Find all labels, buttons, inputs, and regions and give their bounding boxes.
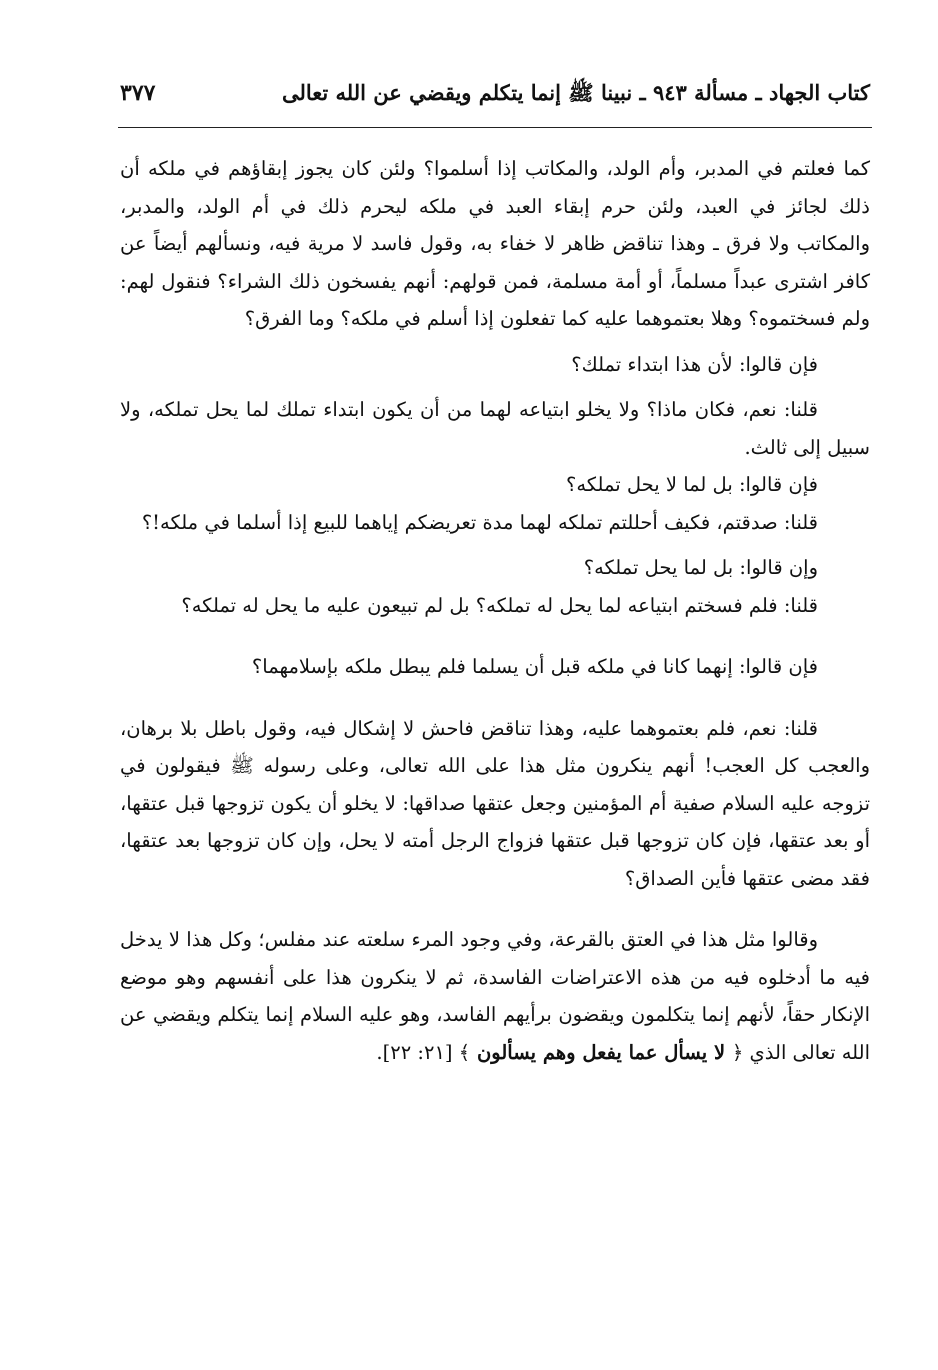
paragraph-9: قلنا: نعم، فلم بعتموهما عليه، وهذا تناقض فاحش لا إشكال فيه، وقول باطل بلا برهان، والعجب كل العجب! أنهم ينكرون مثل هذا على الله تعالى، وعلى رسوله ﷺ فيقولون في تزوجه عليه السلام صفية أم المؤمنين وجعل عتقها صداقها: لا يخلو أن يكون تزوجها قبل عتقها، أو بعد عتقها، فإن كان تزوجها قبل عتقها فزواج الرجل أمته لا يحل، وإن كان تزوجها بعد عتقها، فقد مضى عتقها فأين الصداق؟ [120, 716, 870, 890]
paragraph-2: فإن قالوا: لأن هذا ابتداء تملك؟ [571, 352, 818, 376]
header-title: كتاب الجهاد ـ مسألة ٩٤٣ ـ نبينا ﷺ إنما يتكلم ويقضي عن الله تعالى [281, 80, 870, 105]
paragraph-10-text: وقالوا مثل هذا في العتق بالقرعة، وفي وجود المرء سلعته عند مفلس؛ وكل هذا لا يدخل فيه ما أدخلوه فيه من هذه الاعتراضات الفاسدة، ثم لا ينكرون هذا على أنفسهم وهو موضع الإنكار حقاً، لأنهم إنما يتكلمون ويقضون برأيهم الفاسد، وهو عليه السلام إنما يتكلم ويقضي عن الله تعالى الذي [120, 928, 870, 1064]
quote-open-bracket: ﴿ [731, 1040, 744, 1064]
paragraph-8: فإن قالوا: إنهما كانا في ملكه قبل أن يسلما فلم يبطل ملكه بإسلامهما؟ [251, 655, 818, 678]
paragraph-5: قلنا: صدقتم، فكيف أحللتم تملكه لهما مدة تعريضكم إياهما للبيع إذا أسلما في ملكه!؟ [141, 510, 818, 534]
page-number: ٣٧٧ [120, 80, 156, 106]
paragraph-1: كما فعلتم في المدبر، وأم الولد، والمكاتب إذا أسلموا؟ ولئن كان يجوز إبقاؤهم في ملكه أن ذلك لجائز في العبد، ولئن حرم إبقاء العبد في ملكه ليحرم ذلك في أم الولد، والمدبر، والمكاتب ولا فرق ـ وهذا تناقض ظاهر لا خفاء به، وقول فاسد لا مرية فيه، ونسألهم أيضاً عن كافر اشترى عبداً مسلماً، أو أمة مسلمة، فمن قولهم: أنهم يفسخون ذلك الشراء؟ فنقول لهم: ولم فسختموه؟ وهلا بعتموهما عليه كما تفعلون إذا أسلم في ملكه؟ وما الفرق؟ [120, 157, 870, 330]
quran-quote [459, 1041, 744, 1064]
running-header [120, 76, 870, 116]
paragraph-4: فإن قالوا: بل لما لا يحل تملكه؟ [565, 473, 818, 496]
paragraph-10 [120, 921, 870, 1071]
quote-close-bracket: ﴾ [458, 1040, 471, 1064]
quote-text: لا يسأل عما يفعل وهم يسألون [476, 1040, 726, 1064]
page-body [120, 150, 870, 1071]
paragraph-6: وإن قالوا: بل لما يحل تملكه؟ [583, 556, 818, 579]
quote-citation: [٢١: ٢٢]. [376, 1040, 453, 1064]
paragraph-7: قلنا: فلم فسختم ابتياعه لما يحل له تملكه؟ بل لم تبيعون عليه ما يحل له تملكه؟ [181, 593, 818, 617]
paragraph-3: قلنا: نعم، فكان ماذا؟ ولا يخلو ابتياعه لهما من أن يكون ابتداء تملك لما يحل تملكه، ولا سبيل إلى ثالث. [120, 398, 870, 459]
header-divider [118, 127, 872, 128]
